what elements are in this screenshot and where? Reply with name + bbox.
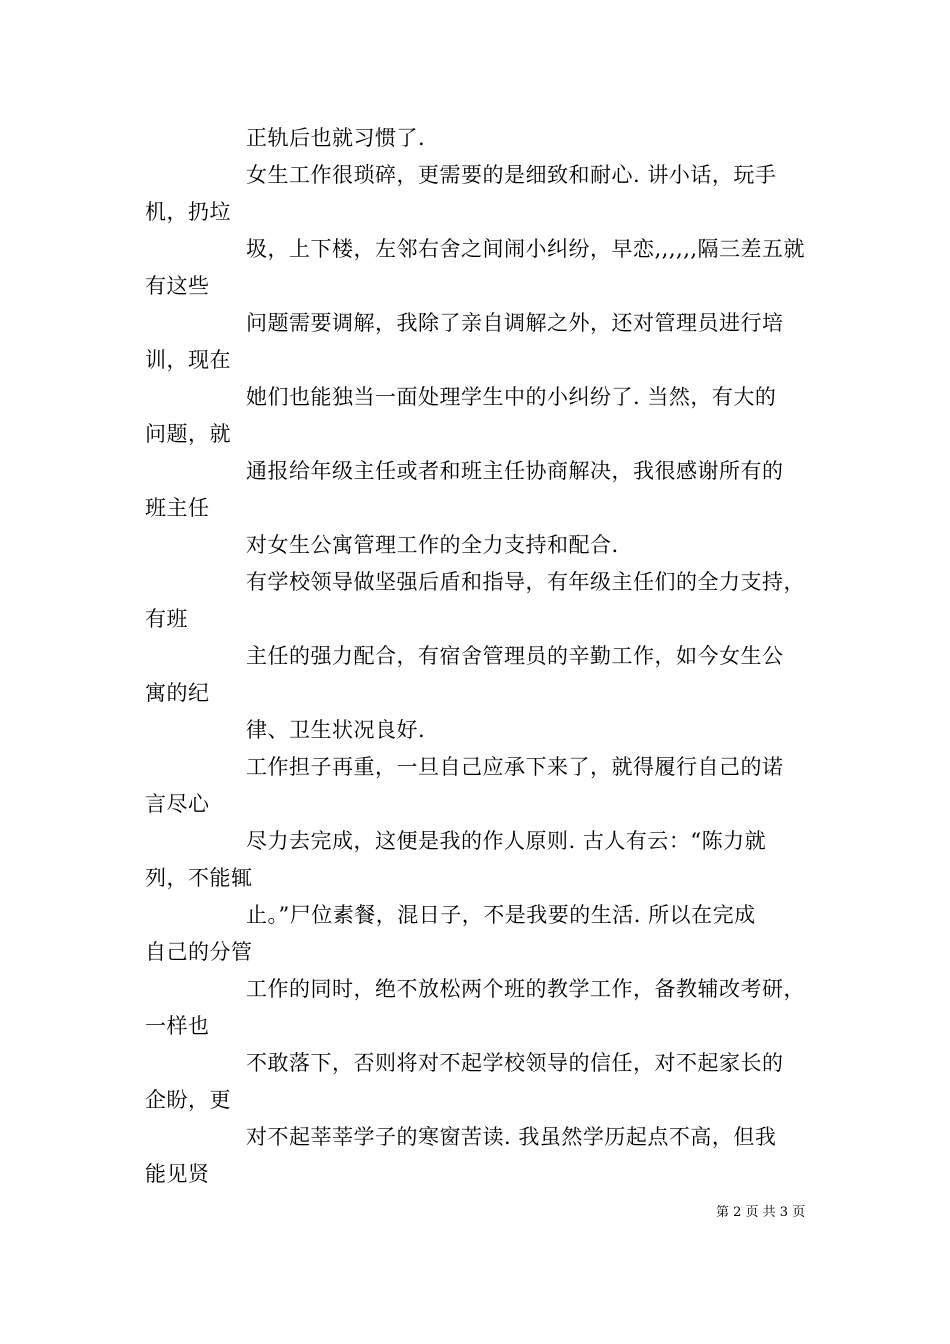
text-line: 女生工作很琐碎，更需要的是细致和耐心. 讲小话，玩手 [246,163,777,187]
text-line: 问题需要调解，我除了亲自调解之外，还对管理员进行培 [246,311,784,335]
text-line: 对不起莘莘学子的寒窗苦读. 我虽然学历起点不高，但我 [246,1125,777,1149]
text-line: 工作担子再重，一旦自己应承下来了，就得履行自己的诺 [246,755,784,779]
text-line: 正轨后也就习惯了. [246,126,426,150]
text-line: 有这些 [145,274,210,298]
text-line: 班主任 [145,496,210,520]
text-line: 机，扔垃 [145,200,231,224]
text-line: 问题，就 [145,422,231,446]
text-line: 列，不能辄 [145,866,253,890]
text-line: 寓的纪 [145,681,210,705]
text-line: 有学校领导做坚强后盾和指导，有年级主任们的全力支持， [246,570,805,594]
text-line: 主任的强力配合，有宿舍管理员的辛勤工作，如今女生公 [246,644,784,668]
text-line: 企盼，更 [145,1088,231,1112]
text-line: 止。”尸位素餐，混日子，不是我要的生活. 所以在完成 [246,903,756,927]
text-line: 圾，上下楼，左邻右舍之间闹小纠纷，早恋,,,,,,隔三差五就 [246,237,806,261]
text-line: 通报给年级主任或者和班主任协商解决，我很感谢所有的 [246,459,784,483]
text-line: 一样也 [145,1014,210,1038]
text-line: 不敢落下，否则将对不起学校领导的信任，对不起家长的 [246,1051,784,1075]
text-line: 律、卫生状况良好. [246,718,426,742]
text-line: 她们也能独当一面处理学生中的小纠纷了. 当然，有大的 [246,385,777,409]
text-line: 工作的同时，绝不放松两个班的教学工作，备教辅改考研， [246,977,805,1001]
text-line: 自己的分管 [145,940,253,964]
page-number-footer: 第 2 页 共 3 页 [716,1205,806,1220]
text-line: 对女生公寓管理工作的全力支持和配合. [246,533,619,557]
text-line: 能见贤 [145,1162,210,1186]
text-line: 有班 [145,607,188,631]
text-line: 言尽心 [145,792,210,816]
text-line: 尽力去完成，这便是我的作人原则. 古人有云：“陈力就 [246,829,767,853]
text-line: 训，现在 [145,348,231,372]
